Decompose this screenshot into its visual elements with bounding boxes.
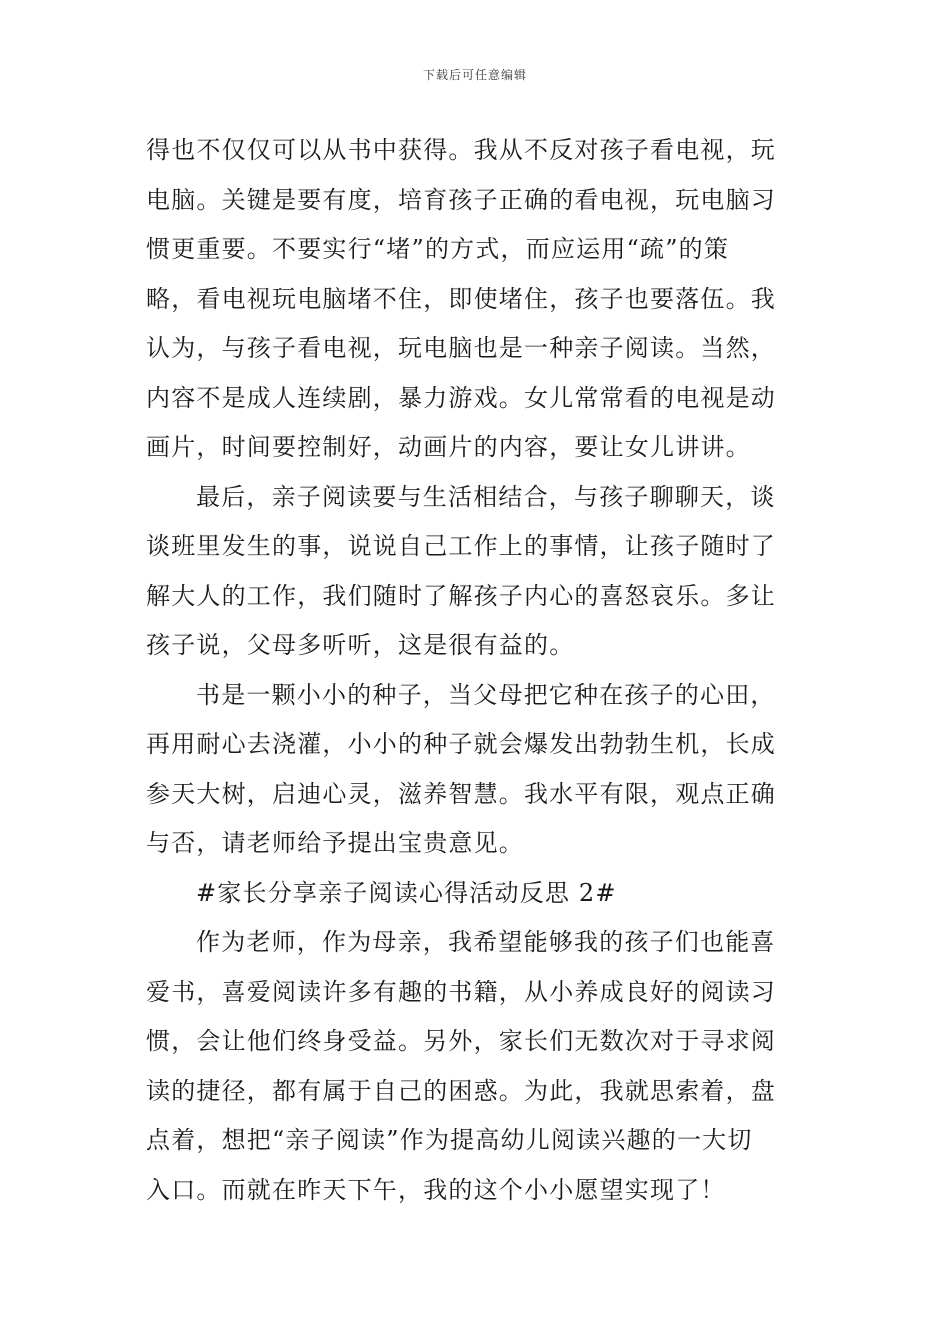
text-line: 惯更重要。不要实行“堵”的方式，而应运用“疏”的策 bbox=[146, 235, 730, 263]
text-line: 内容不是成人连续剧，暴力游戏。女儿常常看的电视是动 bbox=[146, 383, 776, 412]
text-line: 略，看电视玩电脑堵不住，即使堵住，孩子也要落伍。我 bbox=[146, 284, 776, 313]
section-heading: #家长分享亲子阅读心得活动反思 2# bbox=[196, 878, 617, 907]
text-line: 惯，会让他们终身受益。另外，家长们无数次对于寻求阅 bbox=[146, 1027, 776, 1055]
text-line: 爱书，喜爱阅读许多有趣的书籍，从小养成良好的阅读习 bbox=[146, 977, 776, 1006]
text-line: 最后，亲子阅读要与生活相结合，与孩子聊聊天，谈 bbox=[196, 482, 776, 511]
text-line: 解大人的工作，我们随时了解孩子内心的喜怒哀乐。多让 bbox=[146, 581, 776, 610]
text-line: 入口。而就在昨天下午，我的这个小小愿望实现了！ bbox=[146, 1175, 726, 1204]
text-line: 作为老师，作为母亲，我希望能够我的孩子们也能喜 bbox=[196, 928, 776, 956]
text-line: 参天大树，启迪心灵，滋养智慧。我水平有限，观点正确 bbox=[146, 779, 776, 808]
text-line: 读的捷径，都有属于自己的困惑。为此，我就思索着，盘 bbox=[146, 1076, 776, 1105]
text-line: 得也不仅仅可以从书中获得。我从不反对孩子看电视，玩 bbox=[146, 136, 776, 164]
text-line: 画片，时间要控制好，动画片的内容，要让女儿讲讲。 bbox=[146, 433, 751, 461]
text-line: 谈班里发生的事，说说自己工作上的事情，让孩子随时了 bbox=[146, 532, 776, 560]
text-line: 书是一颗小小的种子，当父母把它种在孩子的心田， bbox=[196, 680, 776, 709]
page-header: 下载后可任意编辑 bbox=[422, 68, 527, 82]
text-line: 孩子说，父母多听听，这是很有益的。 bbox=[146, 631, 575, 659]
text-line: 与否，请老师给予提出宝贵意见。 bbox=[146, 829, 524, 857]
text-line: 再用耐心去浇灌，小小的种子就会爆发出勃勃生机，长成 bbox=[146, 730, 776, 758]
text-line: 点着，想把“亲子阅读”作为提高幼儿阅读兴趣的一大切 bbox=[146, 1126, 753, 1154]
text-line: 认为，与孩子看电视，玩电脑也是一种亲子阅读。当然， bbox=[146, 334, 776, 362]
document-body bbox=[146, 126, 806, 1215]
text-line: 电脑。关键是要有度，培育孩子正确的看电视，玩电脑习 bbox=[146, 185, 776, 214]
